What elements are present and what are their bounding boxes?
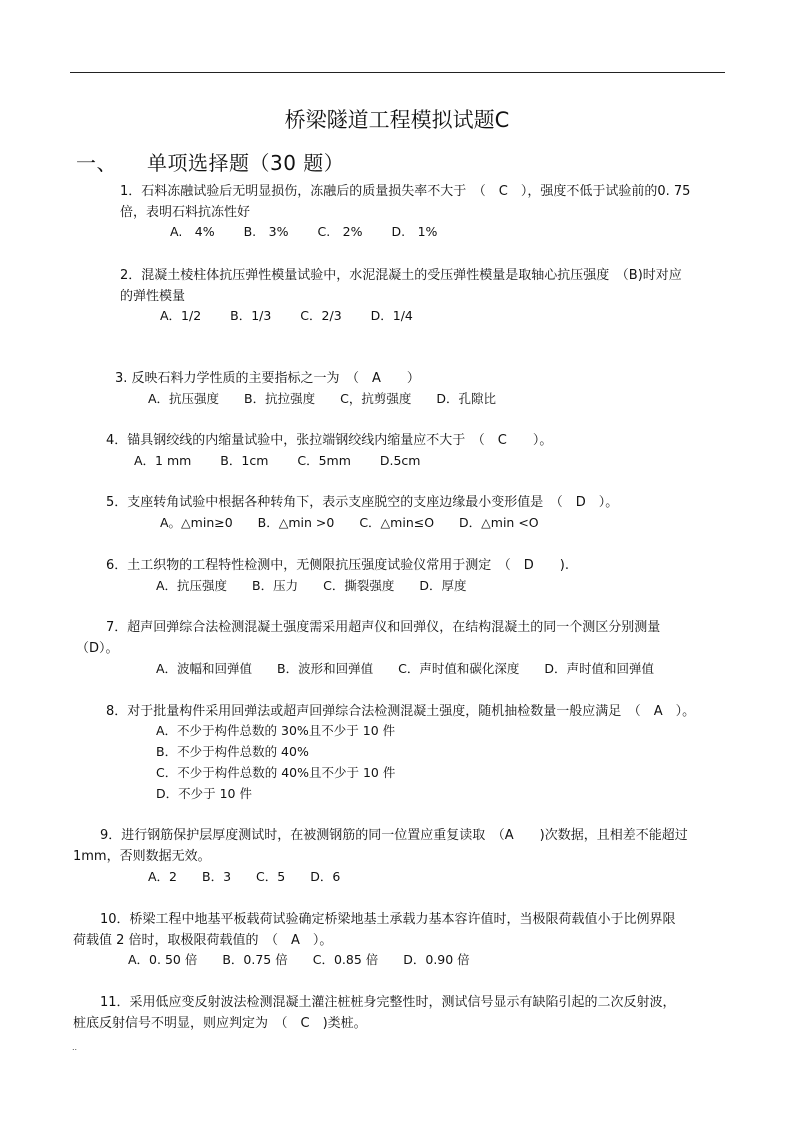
question-9-line-2: 1mm，否则数据无效。 [73, 849, 211, 864]
question-8-option-a: A．不少于构件总数的 30%且不少于 10 件 [156, 723, 396, 738]
question-10-options: A．0. 50 倍 B．0.75 倍 C．0.85 倍 D．0.90 倍 [128, 952, 470, 967]
question-9-line-1: 9．进行钢筋保护层厚度测试时，在被测钢筋的同一位置应重复读取 （A )次数据，且相差不能超过 [100, 828, 688, 843]
question-10-line-1: 10．桥梁工程中地基平板载荷试验确定桥梁地基土承载力基本容许值时，当极限荷载值小于比例界限 [100, 912, 676, 927]
question-8-option-c: C．不少于构件总数的 40%且不少于 10 件 [156, 765, 396, 780]
question-6-options: A．抗压强度 B．压力 C．撕裂强度 D．厚度 [156, 578, 467, 593]
question-2-line-1: 2．混凝土棱柱体抗压弹性模量试验中，水泥混凝土的受压弹性模量是取轴心抗压强度 （B)时对应 [120, 268, 682, 283]
page-title: 桥梁隧道工程模拟试题C [284, 108, 510, 132]
page-footer-mark: .. [72, 1043, 78, 1052]
question-6-line-1: 6．土工织物的工程特性检测中，无侧限抗压强度试验仪常用于测定 （ D ). [106, 558, 569, 573]
header-rule [70, 72, 725, 73]
question-1-line-2: 倍，表明石料抗冻性好 [120, 205, 251, 220]
question-5-line-1: 5．支座转角试验中根据各种转角下，表示支座脱空的支座边缘最小变形值是 （ D ）。 [106, 495, 619, 510]
question-2-line-2: 的弹性模量 [120, 289, 186, 304]
question-1-options: A. 4% B. 3% C. 2% D. 1% [170, 224, 438, 239]
question-10-line-2: 荷载值 2 倍时，取极限荷载值的 （ A ）。 [73, 933, 333, 948]
question-7-options: A．波幅和回弹值 B．波形和回弹值 C．声时值和碳化深度 D．声时值和回弹值 [156, 661, 654, 676]
question-8-line-1: 8．对于批量构件采用回弹法或超声回弹综合法检测混凝土强度，随机抽检数量一般应满足 （ A ）。 [106, 704, 696, 719]
question-3-line-1: 3. 反映石料力学性质的主要指标之一为 （ A ） [115, 371, 420, 386]
question-5-options: A。△min≥0 B．△min >0 C．△min≤O D．△min <O [160, 515, 539, 530]
question-2-options: A．1/2 B．1/3 C．2/3 D．1/4 [160, 308, 413, 323]
question-4-line-1: 4．锚具钢绞线的内缩量试验中，张拉端钢绞线内缩量应不大于 （ C ）。 [106, 433, 553, 448]
section-heading [76, 147, 344, 176]
question-7-line-2: （D）。 [76, 641, 119, 656]
question-4-options: A．1 mm B．1cm C．5mm D.5cm [134, 453, 421, 468]
question-8-option-b: B．不少于构件总数的 40% [156, 744, 309, 759]
section-label: 单项选择题（30 题） [147, 151, 345, 175]
question-11-line-1: 11．采用低应变反射波法检测混凝土灌注桩桩身完整性时，测试信号显示有缺陷引起的二次反射波， [100, 995, 676, 1010]
question-8-option-d: D．不少于 10 件 [156, 786, 252, 801]
question-1-line-1: 1．石料冻融试验后无明显损伤，冻融后的质量损失率不大于 （ C ），强度不低于试验前的0. 75 [120, 184, 691, 199]
question-3-options: A．抗压强度 B．抗拉强度 C，抗剪强度 D．孔隙比 [148, 391, 496, 406]
question-9-options: A．2 B．3 C．5 D．6 [148, 869, 341, 884]
question-11-line-2: 桩底反射信号不明显，则应判定为 （ C )类桩。 [73, 1016, 367, 1031]
question-7-line-1: 7．超声回弹综合法检测混凝土强度需采用超声仪和回弹仪，在结构混凝土的同一个测区分别测量 [106, 620, 661, 635]
section-number: 一、 [76, 151, 117, 175]
